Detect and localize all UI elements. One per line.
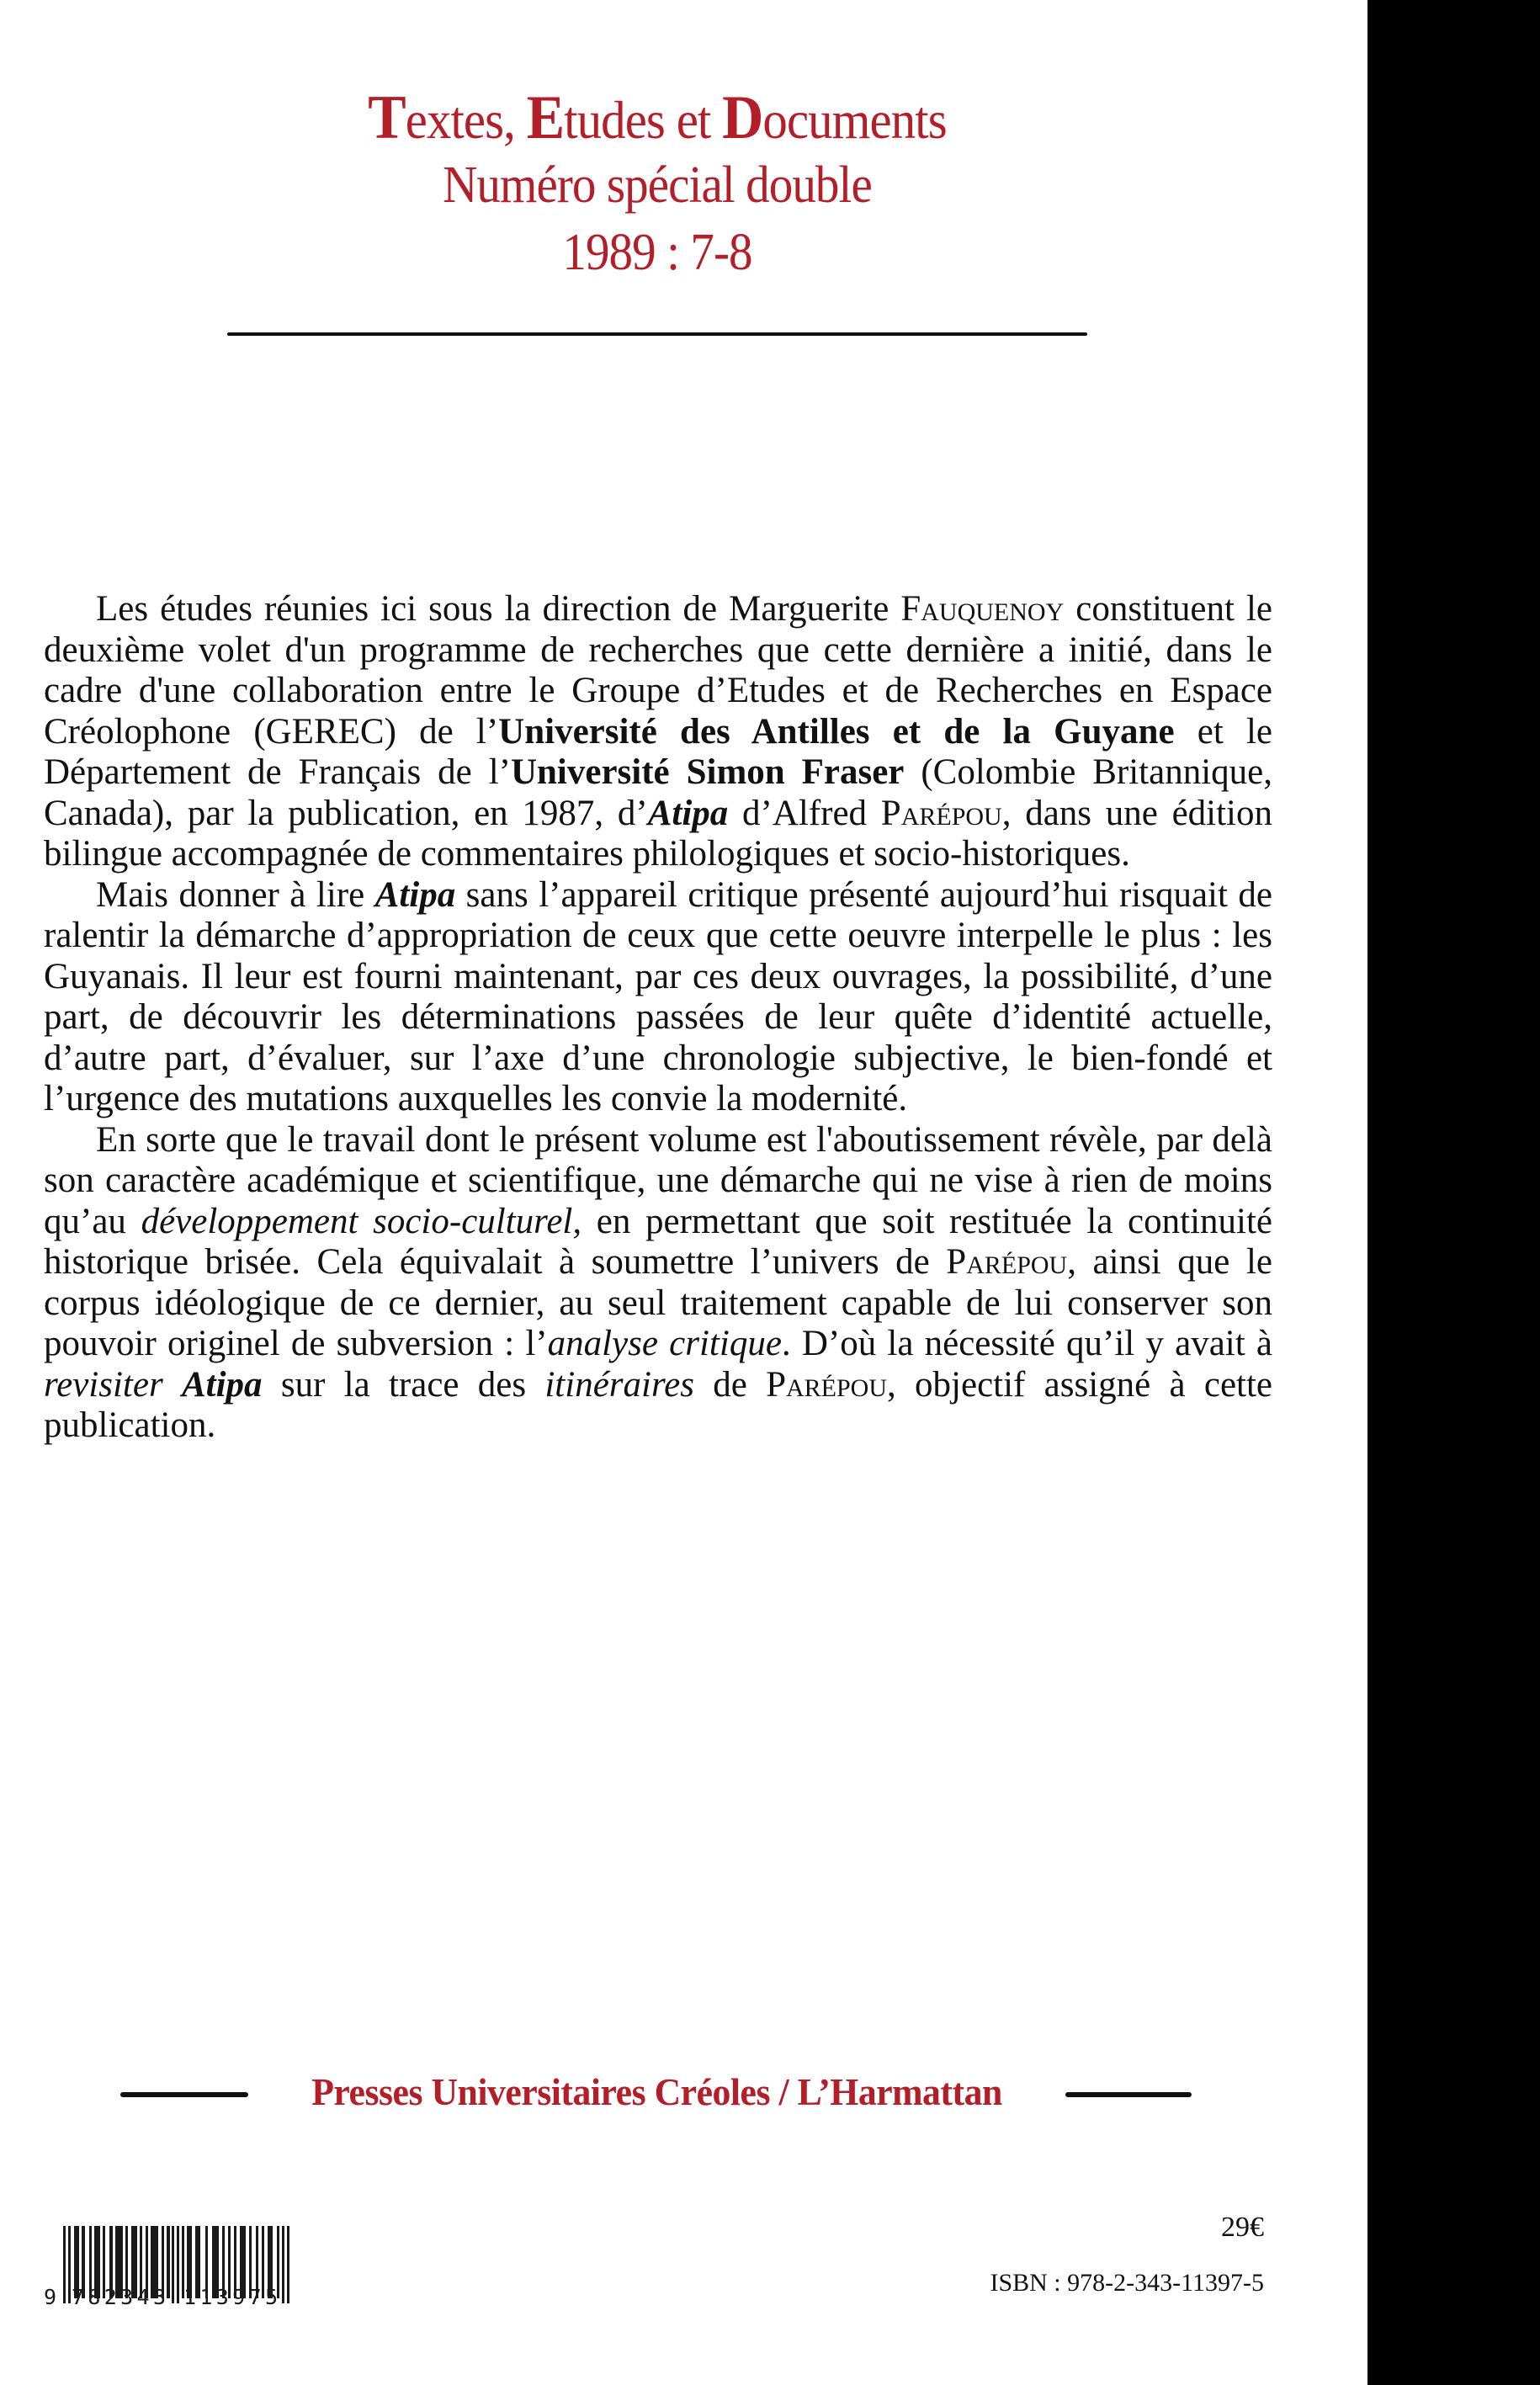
book-title: Atipa — [374, 874, 456, 915]
text-run: En sorte que le travail dont le présent volume est l'aboutissement révèle, par delà son caractère académique et scientifique, une démarche qui ne vise à rien de moins qu’au — [44, 1119, 1272, 1241]
isbn-label: ISBN : 978-2-343-11397-5 — [990, 2269, 1264, 2297]
back-cover-blurb — [44, 589, 1272, 1447]
text-run: et le Département de Français de l’ — [44, 711, 1272, 792]
text-run: Les études réunies ici sous la direction de Marguerite — [96, 589, 901, 629]
title-line-1 — [262, 84, 1053, 151]
price-label: 29€ — [1221, 2212, 1264, 2243]
author-name: Fauquenoy — [900, 589, 1065, 629]
emphasis: revisiter — [44, 1364, 163, 1405]
blurb-paragraph-2 — [44, 875, 1272, 1120]
series-title — [227, 84, 1087, 286]
svg-text:782343: 782343 — [72, 2285, 166, 2306]
isbn-barcode — [44, 2226, 326, 2306]
title-initial-e: E — [526, 83, 565, 152]
publisher-dash-right — [1065, 2092, 1192, 2097]
text-run: constituent le deuxième volet d'un programme de recherches que cette dernière a initié, dans le cadre d'une collaboration entre le Groupe d’Etudes et de Recherches en Espace Créolophone (GEREC) de l’ — [44, 589, 1272, 752]
title-initial-t: T — [368, 83, 406, 152]
title-line-2: Numéro spécial double — [443, 157, 872, 214]
text-run: sans l’appareil critique présenté aujourd’hui risquait de ralentir la démarche d’appropriation de ceux que cette oeuvre interpelle le plus : les Guyanais. Il leur est fourni maintenant, par ces deux ouvrages, la possibilité, d’une part, de découvrir les déterminations passées de leur quête d’identité actuelle, d’autre part, d’évaluer, sur l’axe d’une chronologie subjective, le bien-fondé et l’urgence des mutations auxquelles les convie la modernité. — [44, 874, 1272, 1118]
publisher-name: Presses Universitaires Créoles / L’Harmattan — [311, 2069, 1002, 2113]
text-run: , dans une édition bilingue accompagnée de commentaires philologiques et socio-historiques. — [44, 793, 1272, 874]
blurb-paragraph-1 — [44, 589, 1272, 875]
publisher-line — [120, 2066, 1192, 2117]
text-run: sur la trace des — [262, 1364, 545, 1405]
svg-text:113975: 113975 — [183, 2285, 278, 2306]
text-run: de — [693, 1364, 767, 1405]
text-run: . D’où la nécessité qu’il y avait à — [781, 1324, 1272, 1363]
spine-edge-bar — [1367, 0, 1540, 2385]
text-run: en permettant que soit restituée la continuité historique brisée. Cela équivalait à soumettre l’univers de — [44, 1201, 1273, 1282]
institution-name: Université Simon Fraser — [510, 752, 905, 792]
book-title: Atipa — [647, 793, 729, 833]
title-word: ocuments — [762, 90, 947, 150]
text-run: d’Alfred — [728, 793, 881, 833]
emphasis: itinéraires — [544, 1364, 694, 1405]
emphasis: développement socio-culturel, — [141, 1201, 582, 1241]
institution-name: Université des Antilles et de la Guyane — [498, 711, 1175, 752]
svg-text:9: 9 — [44, 2285, 57, 2306]
author-name: Parépou — [946, 1242, 1068, 1282]
barcode-icon — [44, 2226, 326, 2306]
title-divider-rule — [227, 332, 1087, 336]
author-name: Parépou — [880, 793, 1002, 833]
title-initial-d: D — [722, 83, 763, 152]
text-run: (Colombie Britannique, Canada), par la publication, en 1987, d’ — [44, 752, 1272, 833]
book-title: Atipa — [181, 1364, 263, 1405]
text-run: , ainsi que le corpus idéologique de ce dernier, au seul traitement capable de lui conserver son pouvoir originel de subversion : l’ — [44, 1242, 1272, 1363]
publisher-dash-left — [120, 2092, 248, 2097]
title-word: extes, — [405, 90, 527, 150]
author-name: Parépou — [766, 1364, 888, 1405]
emphasis: analyse critique — [547, 1324, 782, 1363]
blurb-paragraph-3 — [44, 1120, 1272, 1447]
title-word: tudes et — [564, 90, 723, 150]
title-line-3-issue-number: 1989 : 7-8 — [562, 224, 752, 281]
text-run: , objectif assigné à cette publication. — [44, 1364, 1273, 1445]
text-run: Mais donner à lire — [96, 874, 375, 915]
